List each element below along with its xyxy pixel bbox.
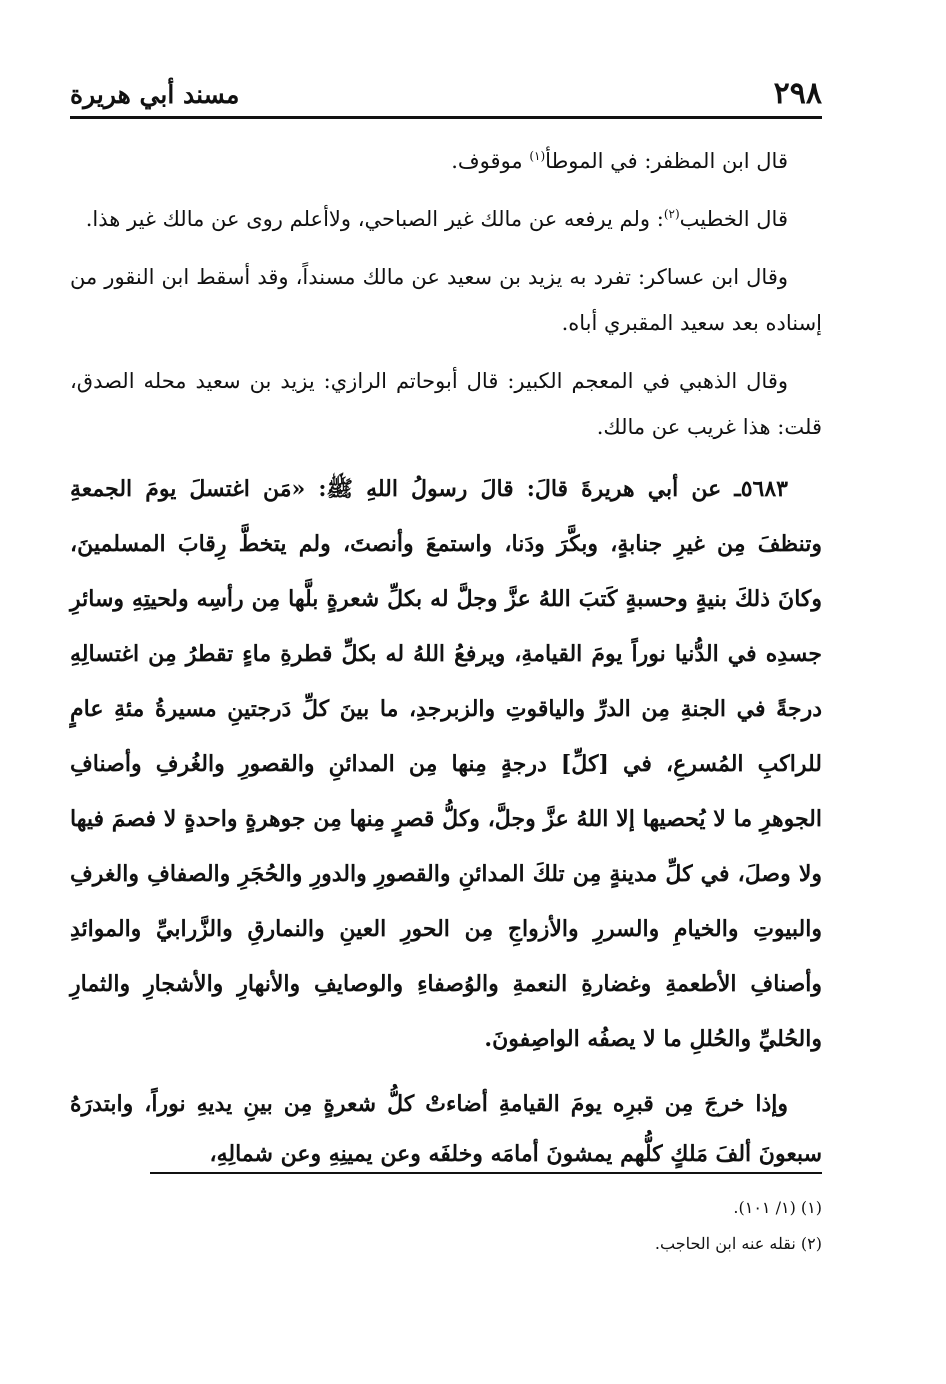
hadith-continuation: وإذا خرجَ مِن قبرِه يومَ القيامةِ أضاءتْ كلُّ شعرةٍ مِن بينِ يديهِ نوراً، وابتدرَهُ سبعونَ ألفَ مَلكٍ كلُّهم يمشونَ أمامَه وخلفَه وعن يمينِهِ وعن شمالِهِ، (70, 1091, 822, 1167)
paragraph-text: : ولم يرفعه عن مالك غير الصباحي، ولاأعلم روى عن مالك غير هذا. (85, 207, 664, 231)
main-text (70, 138, 822, 1191)
paragraph-al-khatib (70, 196, 822, 242)
paragraph-al-dhahabi: وقال الذهبي في المعجم الكبير: قال أبوحاتم الرازي: يزيد بن سعيد محله الصدق، قلت: هذا غريب عن مالك. (70, 369, 822, 439)
paragraph-ibn-al-muzaffar (70, 138, 822, 184)
hadith-text: ٥٦٨٣ـ عن أبي هريرةَ قالَ: قالَ رسولُ اللهِ ﷺ: «مَن اغتسلَ يومَ الجمعةِ وتنظفَ مِن غيرِ جنابةٍ، وبكَّرَ ودَنا، واستمعَ وأنصتَ، ولم يتخطَّ رِقابَ المسلمينَ، وكانَ ذلكَ بنيةٍ وحسبةٍ كَتبَ اللهُ عزَّ وجلَّ له بكلِّ شعرةٍ بلَّها مِن رأسِه ولحيتِهِ وسائرِ جسدِه في الدُّنيا نوراً يومَ القيامةِ، ويرفعُ اللهُ له بكلِّ قطرةِ ماءٍ تقطرُ مِن اغتسالِهِ درجةً في الجنةِ مِن الدرِّ والياقوتِ والزبرجدِ، ما بينَ كلِّ دَرجتينِ مسيرةُ مئةِ عامٍ للراكبِ المُسرعِ، في [كلِّ] درجةٍ مِنها مِن المدائنِ والقصورِ والغُرفِ وأصنافِ الجوهرِ ما لا يُحصيها إلا اللهُ عزَّ وجلَّ، وكلُّ قصرٍ مِنها مِن جوهرةٍ واحدةٍ لا فصمَ فيها ولا وصلَ، في كلِّ مدينةٍ مِن تلكَ المدائنِ والقصورِ والدورِ والحُجَرِ والصفافِ والغرفِ والبيوتِ والخيامِ والسررِ والأزواجِ مِن الحورِ العينِ والنمارقِ والزَّرابيِّ والموائدِ وأصنافِ الأطعمةِ وغضارةِ النعمةِ والوُصفاءِ والوصايفِ والأنهارِ والأشجارِ والثمارِ والحُليِّ والحُللِ ما لا يصفُه الواصِفونَ. (70, 476, 822, 1052)
paragraph-ibn-asakir: وقال ابن عساكر: تفرد به يزيد بن سعيد عن مالك مسنداً، وقد أسقط ابن النقور من إسناده بعد سعيد المقبري أباه. (70, 265, 822, 335)
book-title: مسند أبي هريرة (70, 80, 240, 109)
paragraph-text: قال الخطيب (679, 207, 788, 231)
footnote-2: (٢) نقله عنه ابن الحاجب. (654, 1234, 822, 1253)
paragraph-text: موقوف. (451, 149, 530, 173)
page-number: ٢٩٨ (773, 76, 822, 111)
footnotes (70, 1190, 822, 1262)
footnote-1: (١) (١/ ١٠١). (733, 1198, 822, 1217)
page-header (70, 72, 822, 119)
footnote-separator (150, 1172, 822, 1174)
book-page (70, 72, 822, 1362)
footnote-ref-1: (١) (529, 149, 546, 163)
footnote-ref-2: (٢) (663, 207, 680, 221)
paragraph-text: قال ابن المظفر: في الموطأ (545, 149, 788, 173)
